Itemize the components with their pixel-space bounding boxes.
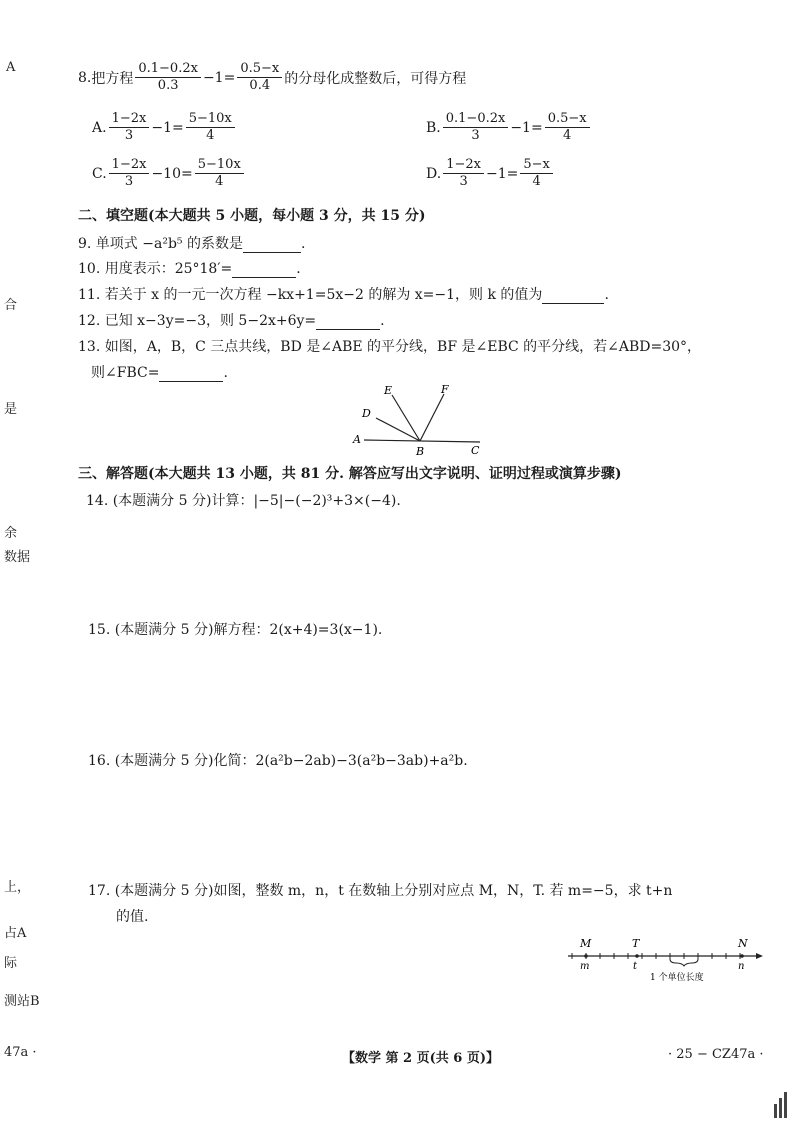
- operator: −1=: [510, 119, 543, 136]
- numerator: 0.1−0.2x: [135, 62, 201, 78]
- q8-mid-text: −1=: [202, 69, 236, 86]
- edge-fragment: 数据: [4, 550, 31, 565]
- question-17-line-1: 17. (本题满分 5 分)如图，整数 m，n，t 在数轴上分别对应点 M，N，T. 若 m=−5，求 t+n: [88, 883, 673, 899]
- numerator: 5−10x: [195, 158, 244, 174]
- label-m-lower: m: [580, 961, 590, 972]
- point-t: [635, 954, 639, 958]
- denominator: 4: [206, 128, 215, 144]
- label-c: C: [471, 444, 480, 457]
- edge-fragment: 际: [4, 956, 18, 971]
- unit-length-label: 1 个单位长度: [650, 973, 704, 983]
- answer-blank: [232, 263, 296, 278]
- ray-bf: [420, 394, 444, 441]
- q9-text: 9. 单项式 −a²b⁵ 的系数是: [78, 236, 243, 252]
- q12-text: 12. 已知 x−3y=−3，则 5−2x+6y=: [78, 313, 317, 329]
- answer-blank: [159, 367, 223, 382]
- fraction: [109, 112, 150, 144]
- line-abc: [364, 440, 480, 442]
- question-11: [78, 284, 609, 304]
- numerator: 1−2x: [109, 112, 150, 128]
- option-label: C.: [92, 165, 107, 182]
- label-n-lower: n: [738, 961, 745, 972]
- operator: −10=: [151, 165, 193, 182]
- q8-number: 8.: [78, 69, 92, 86]
- section-2-heading: 二、填空题(本大题共 5 小题，每小题 3 分，共 15 分): [78, 208, 426, 224]
- edge-fragment: 合: [4, 298, 18, 313]
- fraction: [443, 158, 484, 190]
- numerator: 5−x: [520, 158, 553, 174]
- option-label: A.: [92, 119, 107, 136]
- question-14: 14. (本题满分 5 分)计算：|−5|−(−2)³+3×(−4).: [86, 493, 401, 509]
- denominator: 4: [215, 174, 224, 190]
- arrow-head-icon: [756, 953, 763, 959]
- numerator: 1−2x: [443, 158, 484, 174]
- answer-blank: [243, 238, 301, 253]
- label-e: E: [384, 384, 393, 397]
- option-a: [92, 112, 237, 144]
- q10-end: .: [296, 261, 301, 277]
- q11-text: 11. 若关于 x 的一元一次方程 −kx+1=5x−2 的解为 x=−1，则 k 的值为: [78, 287, 543, 303]
- option-label: B.: [426, 119, 441, 136]
- numerator: 5−10x: [186, 112, 235, 128]
- angle-figure: [350, 380, 500, 458]
- option-c: [92, 158, 246, 190]
- option-d: [426, 158, 555, 190]
- question-10: [78, 258, 301, 278]
- answer-blank: [316, 315, 380, 330]
- question-12: [78, 310, 385, 330]
- label-m-upper: M: [580, 937, 592, 950]
- question-16: 16. (本题满分 5 分)化简：2(a²b−2ab)−3(a²b−3ab)+a²b.: [88, 753, 468, 769]
- denominator: 4: [532, 174, 541, 190]
- fraction: [109, 158, 150, 190]
- label-n-upper: N: [738, 937, 748, 950]
- fraction: [135, 62, 201, 94]
- label-d: D: [362, 407, 371, 420]
- point-n: [740, 954, 744, 958]
- edge-fragment: 测站B: [4, 994, 40, 1009]
- numerator: 0.1−0.2x: [443, 112, 509, 128]
- fraction: [195, 158, 244, 190]
- numerator: 0.5−x: [545, 112, 590, 128]
- edge-fragment: 余: [4, 526, 18, 541]
- question-13-line-2: [91, 362, 228, 382]
- q8-post-text: 的分母化成整数后，可得方程: [284, 70, 467, 87]
- q13-end: .: [223, 365, 228, 381]
- fraction: [237, 62, 282, 94]
- denominator: 4: [563, 128, 572, 144]
- question-13-line-1: 13. 如图，A，B，C 三点共线，BD 是∠ABE 的平分线，BF 是∠EBC 的平分线，若∠ABD=30°，: [78, 339, 702, 355]
- q10-text: 10. 用度表示：25°18′=: [78, 261, 233, 277]
- numerator: 0.5−x: [237, 62, 282, 78]
- fraction: [186, 112, 235, 144]
- operator: −1=: [485, 165, 519, 182]
- number-line-figure: [566, 932, 766, 984]
- q9-end: .: [300, 236, 306, 252]
- edge-fragment: 是: [4, 402, 18, 417]
- label-t-upper: T: [632, 937, 640, 950]
- operator: −1=: [151, 119, 184, 136]
- q12-end: .: [380, 313, 385, 329]
- fraction: [520, 158, 553, 190]
- denominator: 3: [124, 174, 134, 190]
- question-15: 15. (本题满分 5 分)解方程：2(x+4)=3(x−1).: [88, 622, 383, 638]
- fraction: [443, 112, 509, 144]
- label-a: A: [353, 433, 361, 446]
- fraction: [545, 112, 590, 144]
- edge-fragment: A: [6, 60, 16, 75]
- denominator: 3: [471, 128, 480, 144]
- option-label: D.: [426, 165, 442, 182]
- unit-brace-icon: [670, 959, 698, 966]
- point-m: [584, 954, 588, 958]
- answer-blank: [542, 289, 604, 304]
- label-b: B: [416, 445, 425, 458]
- question-9: [78, 233, 305, 253]
- option-b: [426, 112, 592, 144]
- question-17-line-2: 的值.: [116, 909, 149, 925]
- question-8: [78, 62, 466, 94]
- q8-pre-text: 把方程: [91, 70, 134, 87]
- edge-fragment: 上，: [4, 880, 31, 895]
- section-3-heading: 三、解答题(本大题共 13 小题，共 81 分. 解答应写出文字说明、证明过程或演算步骤): [78, 466, 622, 482]
- q11-end: .: [604, 287, 609, 303]
- label-t-lower: t: [633, 961, 638, 972]
- corner-mark-icon: [770, 1090, 790, 1120]
- edge-fragment: 47a ·: [4, 1045, 37, 1060]
- page-code: · 25 − CZ47a ·: [668, 1047, 764, 1062]
- denominator: 3: [459, 174, 468, 190]
- edge-fragment: 占A: [4, 926, 27, 941]
- denominator: 3: [124, 128, 134, 144]
- page-footer: 【数学 第 2 页(共 6 页)】: [342, 1051, 500, 1066]
- label-f: F: [441, 383, 449, 396]
- denominator: 0.4: [249, 78, 271, 94]
- denominator: 0.3: [157, 78, 179, 94]
- q13-text: 则∠FBC=: [91, 365, 160, 381]
- numerator: 1−2x: [109, 158, 150, 174]
